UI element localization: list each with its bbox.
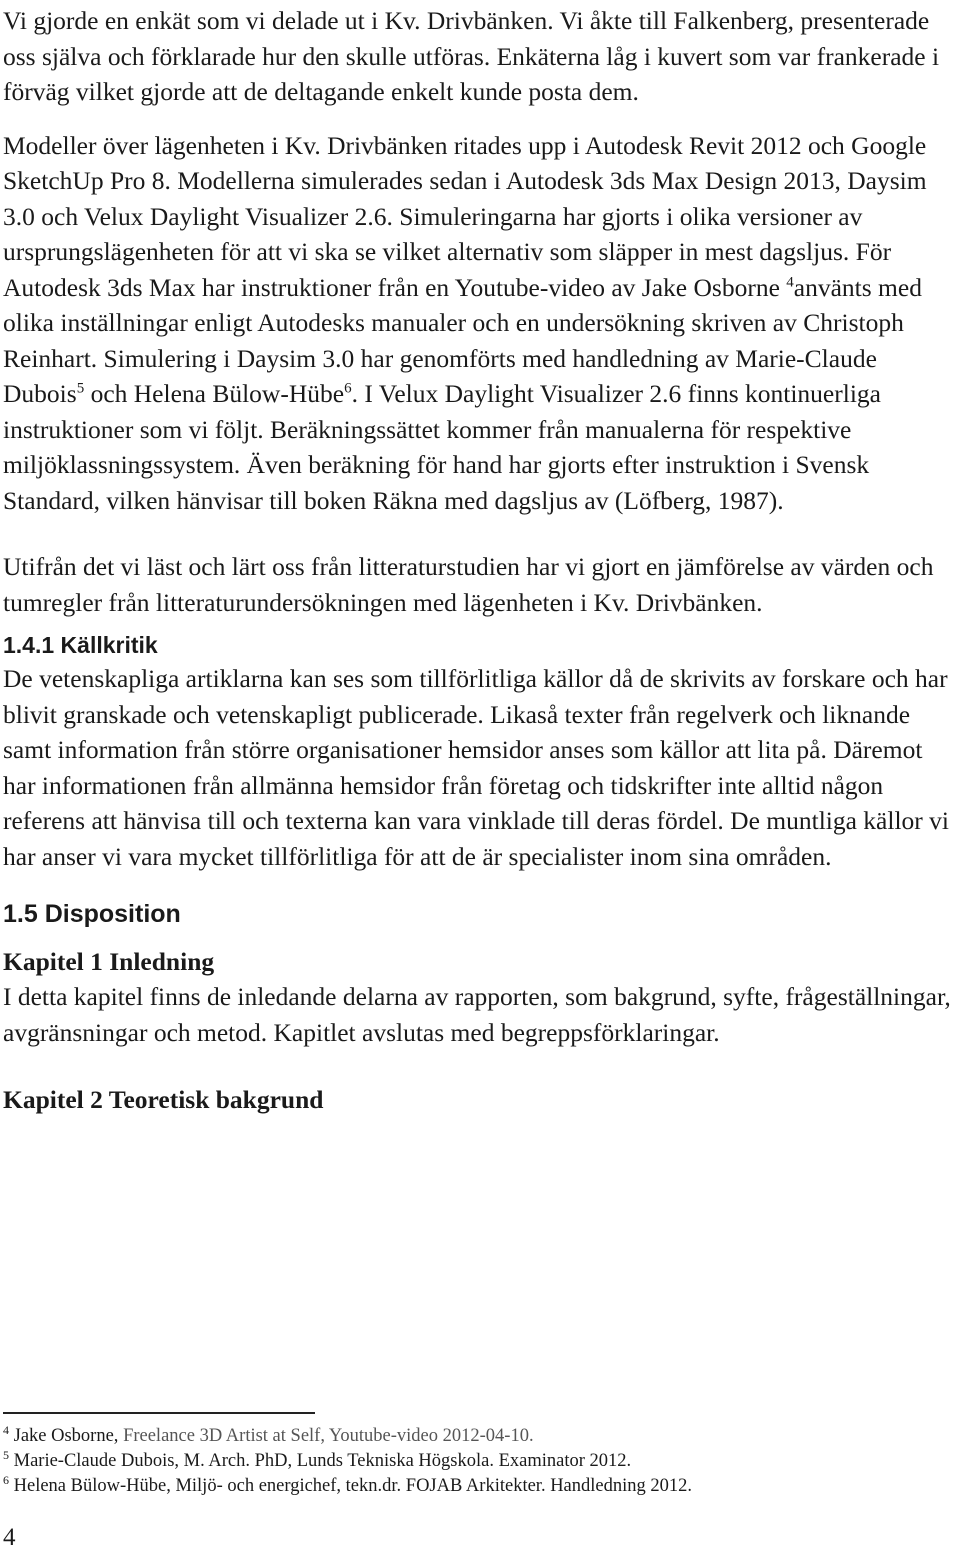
footnote-6-text: Helena Bülow-Hübe, Miljö- och energichef, tekn.dr. FOJAB Arkitekter. Handledning 2012. bbox=[13, 1476, 693, 1496]
heading-kallkritik: 1.4.1 Källkritik bbox=[3, 632, 158, 658]
footnote-ref-6[interactable]: 6 bbox=[344, 380, 352, 397]
footnote-4-number: 4 bbox=[3, 1422, 9, 1437]
chapter-1-title: Kapitel 1 Inledning bbox=[3, 947, 215, 976]
document-page bbox=[3, 0, 958, 1116]
footnote-4 bbox=[3, 1422, 534, 1447]
footnote-6 bbox=[3, 1472, 693, 1497]
footnote-6-number: 6 bbox=[3, 1472, 9, 1487]
footnote-4-author: Jake Osborne, bbox=[13, 1426, 124, 1446]
footnote-5-text: Marie-Claude Dubois, M. Arch. PhD, Lunds Tekniska Högskola. Examinator 2012. bbox=[13, 1451, 632, 1471]
heading-disposition: 1.5 Disposition bbox=[3, 900, 181, 928]
footnote-ref-5[interactable]: 5 bbox=[76, 380, 85, 397]
paragraph-survey: Vi gjorde en enkät som vi delade ut i Kv. Drivbänken. Vi åkte till Falkenberg, presenterade oss själva och förklarade hur den skulle utföras. Enkäterna låg i kuvert som var frankerade i förväg vilket gjorde att de deltagande enkelt kunde posta dem. bbox=[3, 6, 940, 106]
page-number: 4 bbox=[3, 1524, 16, 1551]
chapter-2-title: Kapitel 2 Teoretisk bakgrund bbox=[3, 1085, 324, 1114]
paragraph-models bbox=[3, 128, 958, 519]
paragraph-models-text-d: . I Velux Daylight Visualizer 2.6 finns kontinuerliga instruktioner som vi följt. Beräkningssättet kommer från manualerna för respektive miljöklassningssystem. Även beräkning för hand har gjorts efter instruktion i Svensk Standard, vilken hänvisar till boken Räkna med dagsljus av (Löfberg, 1987). bbox=[3, 379, 881, 515]
chapter-1-description: I detta kapitel finns de inledande delarna av rapporten, som bakgrund, syfte, frågeställningar, avgränsningar och metod. Kapitlet avslutas med begreppsförklaringar. bbox=[3, 982, 951, 1047]
footnote-separator bbox=[3, 1412, 315, 1414]
paragraph-kallkritik: De vetenskapliga artiklarna kan ses som tillförlitliga källor då de skrivits av forskare och har blivit granskade och vetenskapligt publicerade. Likaså texter från regelverk och liknande samt information från större organisationer hemsidor anses som källor att lita på. Däremot har informationen från allmänna hemsidor från företag och tidskrifter inte alltid någon referens att hänvisa till och texterna kan vara vinklade till deras fördel. De muntliga källor vi har anser vi vara mycket tillförlitliga för att de är specialister inom sina områden. bbox=[3, 664, 949, 871]
paragraph-models-text-a: Modeller över lägenheten i Kv. Drivbänken ritades upp i Autodesk Revit 2012 och Google SketchUp Pro 8. Modellerna simulerades sedan i Autodesk 3ds Max Design 2013, Daysim 3.0 och Velux Daylight Visualizer 2.6. Simuleringarna har gjorts i olika versioner av ursprungslägenheten för att vi ska se vilket alternativ som släpper in mest dagsljus. För Autodesk 3ds Max har instruktioner från en Youtube-video av Jake Osborne bbox=[3, 130, 927, 302]
footnote-4-source: Freelance 3D Artist at Self, Youtube-video 2012-04-10. bbox=[123, 1426, 534, 1446]
footnote-ref-4[interactable]: 4 bbox=[786, 274, 794, 290]
paragraph-models-text-c: och Helena Bülow-Hübe bbox=[84, 379, 345, 408]
footnote-5 bbox=[3, 1447, 632, 1472]
footnote-5-number: 5 bbox=[3, 1447, 9, 1462]
paragraph-models-text-b: använts med olika inställningar enligt Autodesks manualer och en undersökning skriven av Christoph Reinhart. Simulering i Daysim 3.0 har genomförts med handledning av Marie-Claude Dubois bbox=[3, 272, 922, 408]
paragraph-comparison: Utifrån det vi läst och lärt oss från litteraturstudien har vi gjort en jämförelse av värden och tumregler från litteraturundersökningen med lägenheten i Kv. Drivbänken. bbox=[3, 552, 934, 617]
